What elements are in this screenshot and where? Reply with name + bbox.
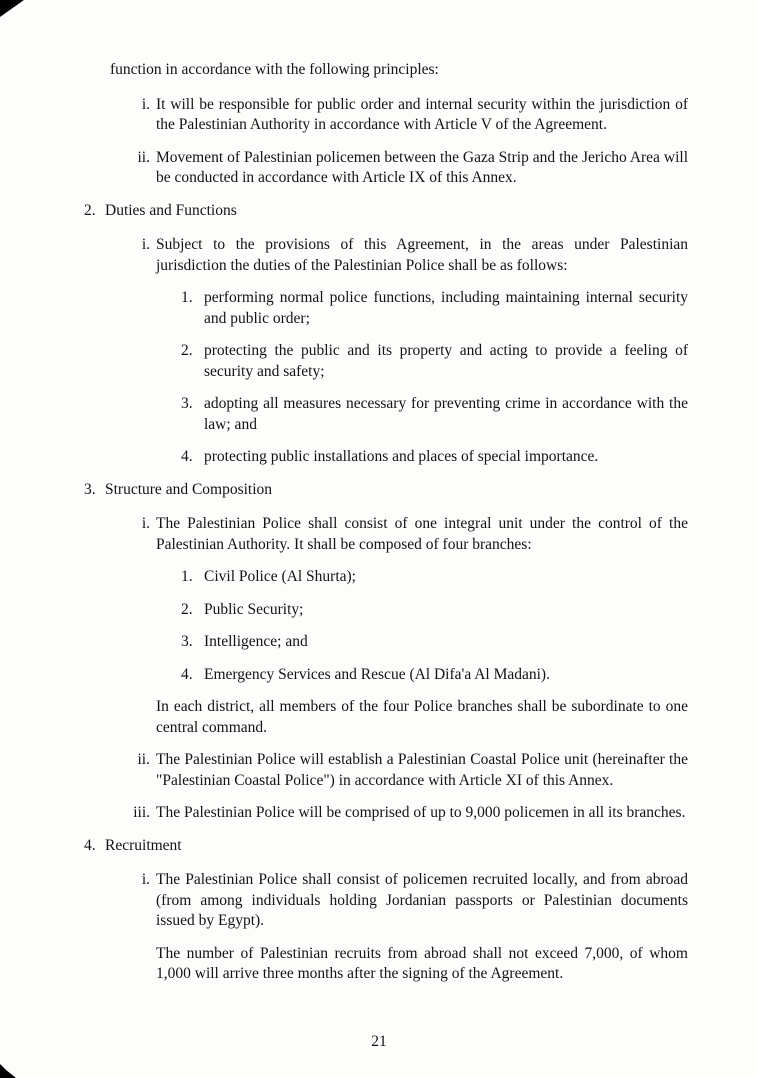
item-text: Duties and Functions bbox=[105, 201, 237, 219]
item-text: Structure and Composition bbox=[105, 480, 273, 498]
item-text: Civil Police (Al Shurta); bbox=[204, 568, 356, 585]
paragraph bbox=[156, 944, 688, 985]
item-text: Recruitment bbox=[105, 836, 182, 854]
item-text: The Palestinian Police shall consist of policemen recruited locally, and from abroad (from among individuals holding Jordanian passports or Palestinian documents issued by Egypt). bbox=[156, 871, 688, 929]
item-text: The Palestinian Police will be comprised of up to 9,000 policemen in all its branches. bbox=[156, 804, 686, 821]
paragraph bbox=[156, 697, 688, 738]
item-text: In each district, all members of the four Police branches shall be subordinate to one central command. bbox=[156, 698, 688, 736]
list-item bbox=[84, 235, 688, 276]
list-item bbox=[84, 870, 688, 932]
item-text: The Palestinian Police shall consist of one integral unit under the control of the Palestinian Authority. It shall be composed of four branches: bbox=[156, 515, 688, 553]
item-label: i. bbox=[141, 236, 150, 253]
list-item bbox=[84, 288, 688, 329]
list-item bbox=[84, 341, 688, 382]
list-item bbox=[84, 665, 688, 686]
item-text: Movement of Palestinian policemen between the Gaza Strip and the Jericho Area will be conducted in accordance with Article IX of this Annex. bbox=[156, 148, 688, 186]
section-heading bbox=[84, 480, 688, 501]
item-label: i. bbox=[141, 515, 150, 532]
scan-artifact-top-left bbox=[0, 0, 24, 17]
item-label: i. bbox=[141, 871, 150, 888]
section-heading bbox=[84, 201, 688, 222]
item-label: 3. bbox=[181, 633, 193, 650]
section-heading bbox=[84, 836, 688, 857]
item-label: 4. bbox=[181, 665, 193, 683]
item-label: 1. bbox=[181, 289, 193, 306]
list-item bbox=[84, 95, 688, 136]
item-label: 3. bbox=[84, 480, 96, 498]
document-content bbox=[84, 60, 688, 985]
list-item bbox=[84, 394, 688, 435]
item-text: protecting the public and its property and acting to provide a feeling of security and safety; bbox=[204, 342, 688, 380]
item-text: It will be responsible for public order and internal security within the jurisdiction of the Palestinian Authority in accordance with Article V of the Agreement. bbox=[156, 95, 688, 133]
list-item bbox=[84, 750, 688, 791]
item-text: Emergency Services and Rescue (Al Difa'a Al Madani). bbox=[204, 665, 550, 683]
item-text: function in accordance with the following principles: bbox=[110, 61, 439, 78]
list-item bbox=[84, 600, 688, 621]
item-label: 4. bbox=[84, 836, 96, 854]
item-text: Public Security; bbox=[204, 600, 304, 618]
item-text: The Palestinian Police will establish a Palestinian Coastal Police unit (hereinafter the "Palestinian Coastal Police") in accordance with Article XI of this Annex. bbox=[156, 751, 688, 789]
item-label: 1. bbox=[181, 568, 193, 585]
item-label: 2. bbox=[181, 342, 193, 359]
item-text: Intelligence; and bbox=[204, 633, 308, 650]
item-label: 2. bbox=[181, 600, 193, 618]
list-item bbox=[84, 632, 688, 653]
item-text: The number of Palestinian recruits from abroad shall not exceed 7,000, of whom 1,000 will arrive three months after the signing of the Agreement. bbox=[156, 944, 688, 982]
item-text: performing normal police functions, including maintaining internal security and public order; bbox=[204, 289, 688, 327]
scan-artifact-bottom-left bbox=[0, 1064, 16, 1078]
item-label: 4. bbox=[181, 448, 193, 465]
page-number: 21 bbox=[371, 1032, 387, 1050]
list-item bbox=[84, 447, 688, 468]
item-label: ii. bbox=[137, 148, 150, 166]
item-label: ii. bbox=[137, 751, 150, 768]
list-item bbox=[84, 567, 688, 588]
item-text: Subject to the provisions of this Agreement, in the areas under Palestinian jurisdiction the duties of the Palestinian Police shall be as follows: bbox=[156, 236, 688, 274]
paragraph bbox=[110, 60, 688, 81]
item-label: 3. bbox=[181, 395, 193, 412]
item-label: i. bbox=[141, 95, 150, 113]
item-text: protecting public installations and places of special importance. bbox=[204, 448, 599, 465]
item-label: iii. bbox=[133, 804, 150, 821]
list-item bbox=[84, 514, 688, 555]
list-item bbox=[84, 148, 688, 189]
item-text: adopting all measures necessary for preventing crime in accordance with the law; and bbox=[204, 395, 688, 433]
list-item bbox=[84, 803, 688, 824]
item-label: 2. bbox=[84, 201, 96, 219]
